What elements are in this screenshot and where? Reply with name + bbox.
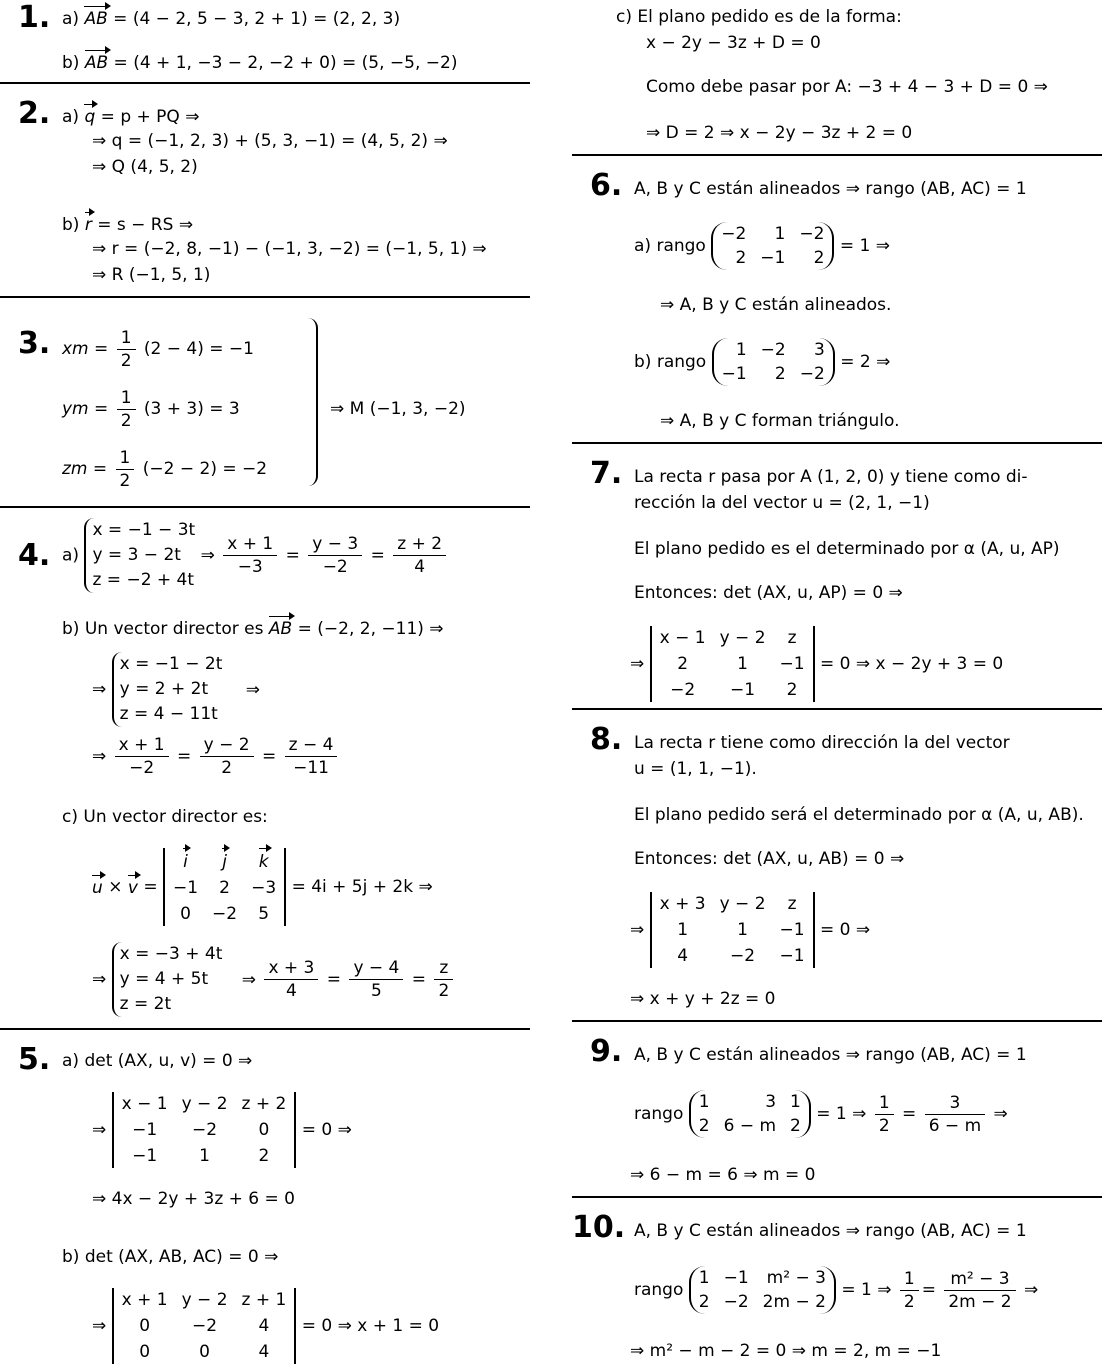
section-number-2: 2.	[18, 96, 51, 131]
denominator: −3	[237, 557, 263, 577]
s8-result: ⇒ x + y + 2z = 0	[630, 989, 776, 1009]
fraction	[875, 1092, 894, 1137]
determinant	[163, 848, 286, 926]
cell: 2m − 2	[762, 1292, 826, 1312]
s2-b-line3: ⇒ R (−1, 5, 1)	[92, 265, 211, 285]
s2-a-line2: ⇒ q = (−1, 2, 3) + (5, 3, −1) = (4, 5, 2) ⇒	[92, 131, 448, 151]
expr: (−2 − 2) = −2	[142, 459, 268, 479]
fraction	[900, 1268, 919, 1313]
cell	[173, 848, 198, 874]
vector-AB: AB	[269, 616, 292, 640]
cell: −1	[723, 1268, 749, 1288]
cell: 4	[258, 1342, 270, 1362]
cell: y − 2	[719, 628, 766, 648]
text: Un vector director es	[84, 619, 264, 639]
matrix	[689, 1266, 836, 1314]
fraction	[393, 533, 446, 578]
cell: 2	[786, 680, 798, 700]
s4-b-continuous	[92, 734, 340, 779]
cell: z + 1	[241, 1290, 287, 1310]
eq: = 1 ⇒	[841, 1280, 892, 1300]
equals: =	[921, 1280, 936, 1300]
cell	[251, 848, 276, 874]
numerator: z − 4	[285, 734, 338, 757]
text: det (AX, u, v) = 0 ⇒	[84, 1051, 253, 1071]
fraction	[116, 447, 135, 492]
implies: ⇒	[630, 920, 645, 940]
vector-AB: AB	[84, 6, 107, 30]
divider	[572, 442, 1102, 444]
denominator: 2	[903, 1291, 915, 1312]
numerator: 1	[900, 1268, 919, 1291]
cell: 2	[698, 1116, 710, 1136]
s5-a-det	[92, 1092, 352, 1168]
equals: =	[262, 746, 277, 767]
cell: z	[787, 628, 797, 648]
section-number-10: 10.	[572, 1210, 626, 1245]
expr: = p + PQ ⇒	[100, 107, 200, 127]
expr: = (4 − 2, 5 − 3, 2 + 1) = (2, 2, 3)	[113, 9, 401, 29]
s2-b-line2: ⇒ r = (−2, 8, −1) − (−1, 3, −2) = (−1, 5, 1) ⇒	[92, 239, 487, 259]
cell: 2	[698, 1292, 710, 1312]
determinant	[112, 1092, 297, 1168]
label: b)	[62, 619, 80, 639]
denominator: 2	[120, 350, 132, 371]
section-number-3: 3.	[18, 326, 51, 361]
cell: −2	[721, 224, 747, 244]
numerator: 3	[925, 1092, 985, 1115]
cell: 1	[698, 1092, 710, 1112]
cell: −1	[172, 878, 199, 898]
denominator: 2	[119, 470, 131, 491]
cell: −3	[251, 878, 277, 898]
s5-a-result: ⇒ 4x − 2y + 3z + 6 = 0	[92, 1189, 295, 1209]
cell: −1	[132, 1146, 158, 1166]
fraction	[308, 533, 362, 578]
fraction	[223, 533, 277, 578]
fraction	[117, 387, 136, 432]
equals: =	[370, 545, 385, 566]
cell: −2	[760, 340, 786, 360]
numerator: y − 2	[200, 734, 254, 757]
divider	[572, 1020, 1102, 1022]
s8-line2: u = (1, 1, −1).	[634, 759, 757, 779]
eq-y: y = 4 + 5t	[119, 969, 209, 989]
cell: −2	[723, 1292, 749, 1312]
vector-AB: AB	[85, 50, 108, 74]
s4-c-cross	[92, 848, 433, 926]
s4-part-a	[62, 518, 449, 593]
section-number-9: 9.	[590, 1034, 623, 1069]
s7-line2: rección la del vector u = (2, 1, −1)	[634, 493, 930, 513]
eq-x: x = −3 + 4t	[119, 944, 223, 964]
fraction	[434, 957, 453, 1002]
cell: −1	[760, 248, 786, 268]
divider	[0, 1028, 530, 1030]
matrix	[689, 1090, 811, 1138]
section-number-7: 7.	[590, 456, 623, 491]
numerator: 1	[117, 387, 136, 410]
i: i	[183, 848, 188, 874]
s5c-line2: x − 2y − 3z + D = 0	[646, 33, 821, 53]
s10-rango	[634, 1266, 1038, 1314]
cell: 3	[765, 1092, 777, 1112]
fraction	[115, 734, 169, 779]
cell: −1	[730, 680, 756, 700]
s1-part-b	[62, 50, 457, 74]
denominator: −11	[293, 758, 329, 778]
denominator: −2	[322, 557, 348, 577]
label: c)	[616, 7, 632, 27]
expr: = (−2, 2, −11) ⇒	[297, 619, 444, 639]
label: a)	[62, 1051, 80, 1071]
text: Un vector director es:	[83, 807, 268, 827]
numerator: x + 1	[115, 734, 169, 757]
denominator: 4	[414, 557, 426, 577]
equation-system	[112, 652, 223, 727]
expr: (2 − 4) = −1	[143, 339, 254, 359]
cell: 1	[199, 1146, 210, 1166]
label: a)	[62, 545, 80, 566]
fraction	[925, 1092, 985, 1137]
s9-result: ⇒ 6 − m = 6 ⇒ m = 0	[630, 1165, 816, 1185]
label: rango	[634, 1104, 684, 1124]
cell: 2	[813, 248, 825, 268]
cell: z	[787, 894, 797, 914]
matrix	[712, 338, 835, 386]
cell: m² − 3	[766, 1268, 826, 1288]
cell: x + 3	[659, 894, 706, 914]
s5c-line4: ⇒ D = 2 ⇒ x − 2y − 3z + 2 = 0	[646, 123, 913, 143]
divider	[572, 708, 1102, 710]
s8-line3: El plano pedido será el determinado por α (A, u, AB).	[634, 805, 1084, 825]
denominator: 4	[285, 981, 297, 1001]
implies: ⇒	[993, 1104, 1008, 1124]
cell: 1	[737, 654, 748, 674]
eq: = 0 ⇒ x + 1 = 0	[301, 1316, 440, 1336]
fraction	[349, 957, 403, 1002]
denominator: 2m − 2	[948, 1291, 1012, 1312]
cell: −1	[132, 1120, 158, 1140]
numerator: 1	[875, 1092, 894, 1115]
eq-z: z = −2 + 4t	[92, 570, 195, 590]
equals: =	[326, 969, 342, 990]
eq-z: z = 2t	[119, 994, 172, 1014]
s6-part-b	[634, 338, 890, 386]
denominator: 2	[438, 981, 450, 1001]
s5-part-b	[62, 1246, 278, 1268]
s6-b-result: ⇒ A, B y C forman triángulo.	[660, 411, 900, 431]
fraction	[200, 734, 254, 779]
numerator: x + 3	[264, 957, 318, 980]
section-number-4: 4.	[18, 538, 51, 573]
cell: 4	[258, 1316, 270, 1336]
cell: −1	[779, 654, 805, 674]
section-number-6: 6.	[590, 168, 623, 203]
numerator: x + 1	[223, 533, 277, 556]
s6-part-a	[634, 222, 890, 270]
vector-u: u	[92, 875, 103, 899]
numerator: 1	[117, 327, 136, 350]
cell: 0	[180, 904, 191, 924]
divider	[572, 1196, 1102, 1198]
implies: ⇒	[241, 969, 257, 990]
s9-rango	[634, 1090, 1008, 1138]
divider	[0, 296, 530, 298]
cell	[212, 848, 237, 874]
s3-zm	[62, 446, 267, 492]
vector-q: q	[84, 104, 95, 128]
cell: 2	[677, 654, 689, 674]
cell: 3	[813, 340, 825, 360]
s10-intro: A, B y C están alineados ⇒ rango (AB, AC) = 1	[634, 1221, 1027, 1241]
cell: 5	[258, 904, 270, 924]
cell: 0	[139, 1342, 151, 1362]
vector-r: r	[85, 212, 92, 236]
s8-line1: La recta r tiene como dirección la del vector	[634, 733, 1010, 753]
expr: = s − RS ⇒	[97, 215, 194, 235]
divider	[0, 82, 530, 84]
text: det (AX, AB, AC) = 0 ⇒	[84, 1247, 279, 1267]
eq: = 0 ⇒ x − 2y + 3 = 0	[820, 654, 1004, 674]
implies: ⇒	[1024, 1280, 1039, 1300]
eq: = 2 ⇒	[840, 352, 891, 372]
eq: = 1 ⇒	[816, 1104, 867, 1124]
s6-a-result: ⇒ A, B y C están alineados.	[660, 295, 892, 315]
denominator: −2	[129, 758, 155, 778]
s3-ym	[62, 386, 240, 432]
j: j	[222, 848, 227, 874]
text: El plano pedido es de la forma:	[637, 7, 902, 27]
s7-line1: La recta r pasa por A (1, 2, 0) y tiene como di-	[634, 467, 1028, 487]
label: b)	[62, 53, 80, 73]
s7-det	[630, 626, 1003, 702]
cell: y − 2	[719, 894, 766, 914]
cell: −1	[779, 920, 805, 940]
implies: ⇒	[245, 679, 261, 700]
s4-b-system	[92, 652, 260, 727]
cell: 0	[139, 1316, 151, 1336]
cell: −2	[799, 224, 825, 244]
equation-system	[112, 942, 223, 1017]
numerator: 1	[116, 447, 135, 470]
cell: 0	[258, 1120, 270, 1140]
label: a)	[62, 107, 80, 127]
fraction	[285, 734, 338, 779]
xm-label: xm =	[62, 339, 109, 359]
cell: 1	[735, 340, 747, 360]
implies: ⇒	[92, 1316, 107, 1336]
s6-intro: A, B y C están alineados ⇒ rango (AB, AC) = 1	[634, 179, 1027, 199]
implies: ⇒	[630, 654, 645, 674]
s5-part-a	[62, 1050, 252, 1072]
implies: ⇒	[92, 969, 107, 990]
s3-result: ⇒ M (−1, 3, −2)	[330, 399, 466, 419]
s2-b-line1	[62, 212, 193, 236]
equals: =	[143, 877, 158, 897]
label: a)	[62, 9, 80, 29]
implies: ⇒	[92, 1120, 107, 1140]
label: b)	[62, 215, 80, 235]
cell: y − 2	[181, 1290, 228, 1310]
denominator: 6 − m	[928, 1115, 982, 1136]
s4-part-c	[62, 806, 268, 828]
equals: =	[902, 1104, 917, 1124]
fraction	[264, 957, 318, 1002]
cell: 1	[737, 920, 748, 940]
result: = 4i + 5j + 2k ⇒	[291, 877, 433, 897]
zm-label: zm =	[62, 459, 108, 479]
denominator: 2	[120, 410, 132, 431]
s2-a-line3: ⇒ Q (4, 5, 2)	[92, 157, 198, 177]
label: b) rango	[634, 352, 707, 372]
s2-a-line1	[62, 104, 199, 128]
numerator: m² − 3	[944, 1268, 1015, 1291]
s1-part-a	[62, 6, 400, 30]
s7-line4: Entonces: det (AX, u, AP) = 0 ⇒	[634, 583, 903, 603]
cell: 1	[677, 920, 689, 940]
cell: 2	[774, 364, 786, 384]
eq-x: x = −1 − 2t	[119, 654, 223, 674]
s8-det	[630, 892, 870, 968]
numerator: z + 2	[393, 533, 446, 556]
s5c-line3: Como debe pasar por A: −3 + 4 − 3 + D = 0 ⇒	[646, 77, 1048, 97]
implies: ⇒	[92, 746, 107, 767]
equals: =	[411, 969, 427, 990]
cell: −2	[212, 904, 238, 924]
s7-line3: El plano pedido es el determinado por α (A, u, AP)	[634, 539, 1060, 559]
cell: 1	[790, 1092, 801, 1112]
ym-label: ym =	[62, 399, 109, 419]
expr: = (4 + 1, −3 − 2, −2 + 0) = (5, −5, −2)	[113, 53, 458, 73]
cell: 2	[790, 1116, 801, 1136]
section-number-8: 8.	[590, 722, 623, 757]
cell: 2	[219, 878, 230, 898]
label: b)	[62, 1247, 80, 1267]
determinant	[650, 626, 815, 702]
equation-system	[84, 518, 195, 593]
s4-part-b	[62, 616, 444, 640]
equals: =	[177, 746, 192, 767]
equals: =	[285, 545, 300, 566]
cell: x + 1	[121, 1290, 168, 1310]
denominator: 5	[370, 981, 382, 1001]
vector-v: v	[128, 875, 138, 899]
k: k	[259, 848, 269, 874]
eq: = 1 ⇒	[839, 236, 890, 256]
eq-y: y = 2 + 2t	[119, 679, 209, 699]
cell: 1	[774, 224, 786, 244]
cell: −2	[670, 680, 696, 700]
cell: −1	[779, 946, 805, 966]
denominator: 2	[878, 1115, 890, 1136]
right-brace	[308, 318, 318, 486]
s5-b-det	[92, 1288, 439, 1364]
divider	[572, 154, 1102, 156]
implies: ⇒	[92, 679, 107, 700]
cell: 6 − m	[723, 1116, 777, 1136]
cell: −2	[192, 1120, 218, 1140]
eq-x: x = −1 − 3t	[92, 520, 196, 540]
cell: −1	[721, 364, 747, 384]
denominator: 2	[221, 758, 233, 778]
cell: y − 2	[181, 1094, 228, 1114]
s4-c-system	[92, 942, 456, 1017]
eq-z: z = 4 − 11t	[119, 704, 218, 724]
s9-intro: A, B y C están alineados ⇒ rango (AB, AC) = 1	[634, 1045, 1027, 1065]
cell: x − 1	[659, 628, 706, 648]
divider	[0, 506, 530, 508]
eq: = 0 ⇒	[301, 1120, 352, 1140]
determinant	[112, 1288, 297, 1364]
s3-xm	[62, 326, 254, 372]
cell: −2	[799, 364, 825, 384]
matrix	[711, 222, 834, 270]
label: a) rango	[634, 236, 706, 256]
section-number-5: 5.	[18, 1042, 51, 1077]
section-number-1: 1.	[18, 0, 51, 35]
fraction	[117, 327, 136, 372]
label: rango	[634, 1280, 684, 1300]
eq: = 0 ⇒	[820, 920, 871, 940]
s10-result: ⇒ m² − m − 2 = 0 ⇒ m = 2, m = −1	[630, 1341, 942, 1361]
cell: 0	[199, 1342, 210, 1362]
determinant	[650, 892, 815, 968]
cell: 2	[735, 248, 747, 268]
cell: 2	[258, 1146, 270, 1166]
s8-line4: Entonces: det (AX, u, AB) = 0 ⇒	[634, 849, 905, 869]
numerator: y − 4	[349, 957, 403, 980]
label: c)	[62, 807, 78, 827]
eq-y: y = 3 − 2t	[92, 545, 181, 565]
numerator: z	[434, 957, 453, 980]
expr: (3 + 3) = 3	[143, 399, 240, 419]
cell: x − 1	[121, 1094, 168, 1114]
cell: −2	[192, 1316, 218, 1336]
times: ×	[108, 877, 123, 897]
cell: 4	[677, 946, 689, 966]
numerator: y − 3	[308, 533, 362, 556]
cell: −2	[730, 946, 756, 966]
cell: 1	[698, 1268, 710, 1288]
s5-part-c	[616, 6, 902, 28]
implies: ⇒	[200, 545, 215, 566]
fraction	[944, 1268, 1015, 1313]
cell: z + 2	[241, 1094, 287, 1114]
